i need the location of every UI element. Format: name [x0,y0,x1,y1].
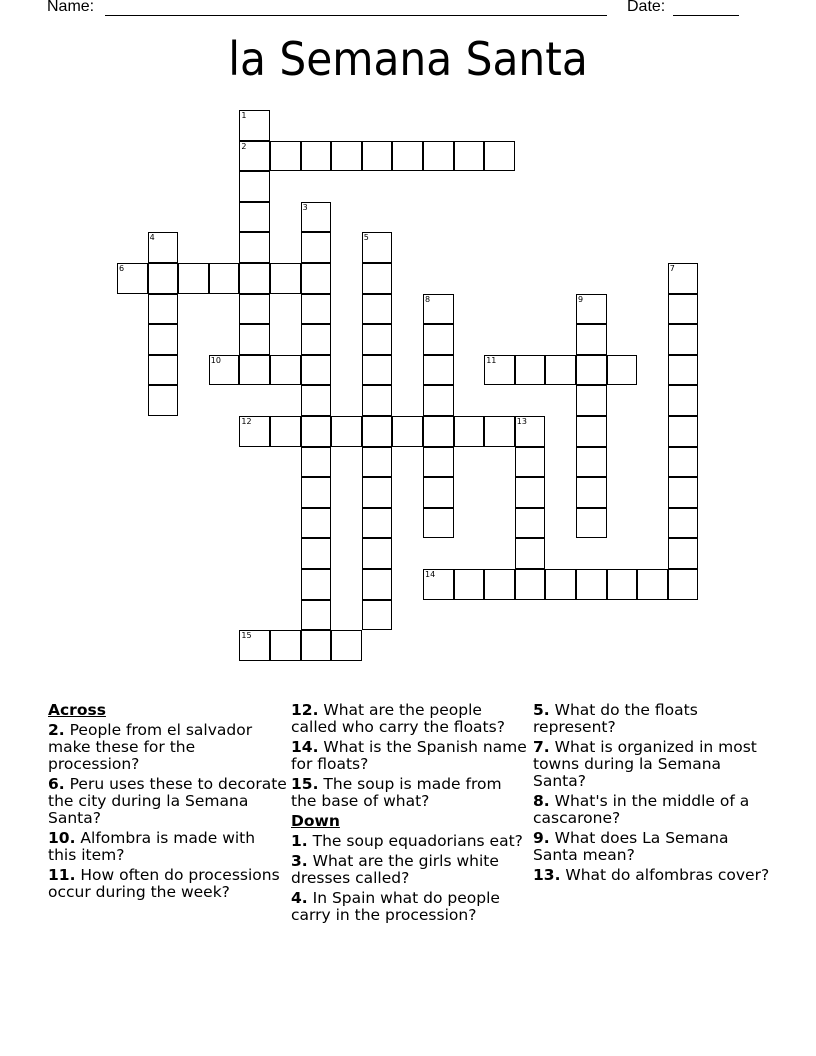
crossword-cell[interactable] [239,630,270,661]
clue-number: 6. [48,775,65,793]
cell-number: 1 [241,111,247,120]
crossword-cell[interactable] [301,324,332,355]
crossword-cell[interactable] [362,508,393,539]
crossword-cell[interactable] [117,263,148,294]
clue-number: 13. [533,866,561,884]
crossword-cell[interactable] [576,385,607,416]
clue-text: What's in the middle of a cascarone? [533,792,750,827]
crossword-cell[interactable] [301,569,332,600]
crossword-cell[interactable] [668,324,699,355]
clue-number: 3. [291,852,308,870]
crossword-cell[interactable] [668,447,699,478]
crossword-cell[interactable] [576,477,607,508]
crossword-cell[interactable] [301,355,332,386]
clue-across-14 [291,739,531,773]
crossword-cell[interactable] [362,538,393,569]
crossword-cell[interactable] [301,600,332,631]
clue-number: 9. [533,829,550,847]
crossword-cell[interactable] [301,416,332,447]
clue-text: What are the people called who carry the floats? [291,701,505,736]
crossword-cell[interactable] [301,538,332,569]
clue-text: What are the girls white dresses called? [291,852,499,887]
crossword-cell[interactable] [362,294,393,325]
crossword-cell[interactable] [301,202,332,233]
crossword-cell[interactable] [301,141,332,172]
crossword-cell[interactable] [301,294,332,325]
crossword-cell[interactable] [239,171,270,202]
clue-text: What do the floats represent? [533,701,698,736]
crossword-cell[interactable] [239,110,270,141]
across-heading: Across [48,701,106,719]
crossword-cell[interactable] [423,416,454,447]
crossword-cell[interactable] [239,324,270,355]
cell-number: 6 [119,264,125,273]
crossword-cell[interactable] [515,477,546,508]
crossword-cell[interactable] [637,569,668,600]
cell-number: 12 [241,417,252,426]
clue-down-8 [533,793,773,827]
clue-across-15 [291,776,531,810]
crossword-cell[interactable] [239,202,270,233]
cell-number: 3 [302,202,308,212]
crossword-cell[interactable] [668,263,699,294]
cell-number: 13 [516,417,527,426]
crossword-cell[interactable] [454,416,485,447]
crossword-cell[interactable] [423,141,454,172]
crossword-cell[interactable] [668,477,699,508]
crossword-cell[interactable] [668,355,699,386]
clue-number: 12. [291,701,319,719]
crossword-cell[interactable] [668,294,699,325]
clue-across-12 [291,702,531,736]
crossword-cell[interactable] [301,447,332,478]
crossword-cell[interactable] [362,385,393,416]
crossword-cell[interactable] [270,141,301,172]
crossword-cell[interactable] [239,355,270,386]
cell-number: 2 [241,141,247,151]
crossword-cell[interactable] [209,263,240,294]
crossword-cell[interactable] [362,355,393,386]
cell-number: 10 [210,355,221,365]
crossword-cell[interactable] [239,141,270,172]
crossword-cell[interactable] [362,416,393,447]
crossword-cell[interactable] [239,232,270,263]
clue-down-5 [533,702,773,736]
clue-down-13 [533,867,773,884]
crossword-cell[interactable] [178,263,209,294]
crossword-cell[interactable] [239,416,270,447]
down-heading: Down [291,812,340,830]
crossword-cell[interactable] [362,324,393,355]
crossword-cell[interactable] [148,324,179,355]
crossword-cell[interactable] [576,447,607,478]
crossword-cell[interactable] [607,569,638,600]
clue-number: 4. [291,889,308,907]
crossword-cell[interactable] [515,355,546,386]
cell-number: 14 [425,570,436,579]
crossword-cell[interactable] [668,508,699,539]
crossword-cell[interactable] [484,416,515,447]
clue-number: 7. [533,738,550,756]
crossword-cell[interactable] [362,232,393,263]
crossword-cell[interactable] [148,294,179,325]
crossword-cell[interactable] [515,416,546,447]
clue-number: 8. [533,792,550,810]
clue-text: Alfombra is made with this item? [48,829,256,864]
crossword-cell[interactable] [301,385,332,416]
crossword-cell[interactable] [362,600,393,631]
clue-across-6 [48,776,288,827]
clue-number: 1. [291,832,308,850]
clue-text: People from el salvador make these for the procession? [48,721,253,773]
crossword-cell[interactable] [423,508,454,539]
clue-number: 15. [291,775,319,793]
crossword-cell[interactable] [423,385,454,416]
clue-down-4 [291,890,531,924]
crossword-cell[interactable] [362,447,393,478]
crossword-cell[interactable] [545,355,576,386]
crossword-cell[interactable] [362,477,393,508]
clue-text: The soup is made from the base of what? [291,775,502,810]
crossword-cell[interactable] [576,416,607,447]
crossword-cell[interactable] [301,263,332,294]
clue-text: What is organized in most towns during la Semana Santa? [533,738,757,790]
crossword-cell[interactable] [148,385,179,416]
crossword-cell[interactable] [148,263,179,294]
crossword-cell[interactable] [301,232,332,263]
crossword-cell[interactable] [270,630,301,661]
crossword-cell[interactable] [668,569,699,600]
crossword-cell[interactable] [454,569,485,600]
crossword-cell[interactable] [484,141,515,172]
crossword-cell[interactable] [362,263,393,294]
crossword-cell[interactable] [576,569,607,600]
crossword-cell[interactable] [515,508,546,539]
crossword-cell[interactable] [239,294,270,325]
crossword-cell[interactable] [576,508,607,539]
crossword-cell[interactable] [607,355,638,386]
clue-number: 5. [533,701,550,719]
crossword-cell[interactable] [454,141,485,172]
crossword-cell[interactable] [515,538,546,569]
cell-number: 4 [149,233,155,243]
crossword-cell[interactable] [331,630,362,661]
clue-text: The soup equadorians eat? [312,832,523,850]
clue-column-2 [291,702,531,927]
clue-number: 11. [48,866,76,884]
crossword-cell[interactable] [239,263,270,294]
clue-down-9 [533,830,773,864]
crossword-cell[interactable] [423,324,454,355]
clue-text: In Spain what do people carry in the procession? [291,889,500,924]
crossword-cell[interactable] [148,355,179,386]
crossword-cell[interactable] [668,385,699,416]
crossword-cell[interactable] [270,355,301,386]
clue-text: What is the Spanish name for floats? [291,738,527,773]
clue-text: What does La Semana Santa mean? [533,829,729,864]
crossword-cell[interactable] [331,141,362,172]
crossword-cell[interactable] [515,447,546,478]
clue-column-1 [48,702,288,904]
crossword-cell[interactable] [515,569,546,600]
date-label: Date: [627,0,666,15]
clue-text: Peru uses these to decorate the city during la Semana Santa? [48,775,287,827]
clue-text: How often do processions occur during the week? [48,866,280,901]
page-title: la Semana Santa [228,32,588,86]
crossword-cell[interactable] [301,630,332,661]
crossword-cell[interactable] [301,508,332,539]
cell-number: 15 [241,631,252,641]
crossword-cell[interactable] [668,416,699,447]
clue-down-1 [291,833,531,850]
crossword-cell[interactable] [423,447,454,478]
crossword-cell[interactable] [423,477,454,508]
clue-column-3 [533,702,773,887]
crossword-cell[interactable] [668,538,699,569]
cell-number: 5 [363,233,369,243]
crossword-cell[interactable] [423,569,454,600]
crossword-cell[interactable] [576,355,607,386]
clue-across-2 [48,722,288,773]
clue-across-11 [48,867,288,901]
crossword-cell[interactable] [423,294,454,325]
name-label: Name: [47,0,95,15]
cell-number: 9 [578,294,584,304]
crossword-cell[interactable] [270,263,301,294]
crossword-cell[interactable] [392,141,423,172]
crossword-cell[interactable] [362,569,393,600]
crossword-cell[interactable] [423,355,454,386]
crossword-cell[interactable] [484,569,515,600]
crossword-cell[interactable] [392,416,423,447]
crossword-cell[interactable] [576,294,607,325]
crossword-cell[interactable] [148,232,179,263]
crossword-cell[interactable] [301,477,332,508]
crossword-cell[interactable] [209,355,240,386]
crossword-cell[interactable] [545,569,576,600]
cell-number: 11 [486,355,497,365]
crossword-cell[interactable] [331,416,362,447]
cell-number: 8 [425,294,431,304]
clue-down-7 [533,739,773,790]
clue-number: 10. [48,829,76,847]
clue-down-3 [291,853,531,887]
crossword-cell[interactable] [270,416,301,447]
crossword-cell[interactable] [362,141,393,172]
clue-number: 2. [48,721,65,739]
crossword-cell[interactable] [484,355,515,386]
clue-number: 14. [291,738,319,756]
clue-across-10 [48,830,288,864]
crossword-cell[interactable] [576,324,607,355]
cell-number: 7 [669,264,675,273]
clue-text: What do alfombras cover? [565,866,770,884]
